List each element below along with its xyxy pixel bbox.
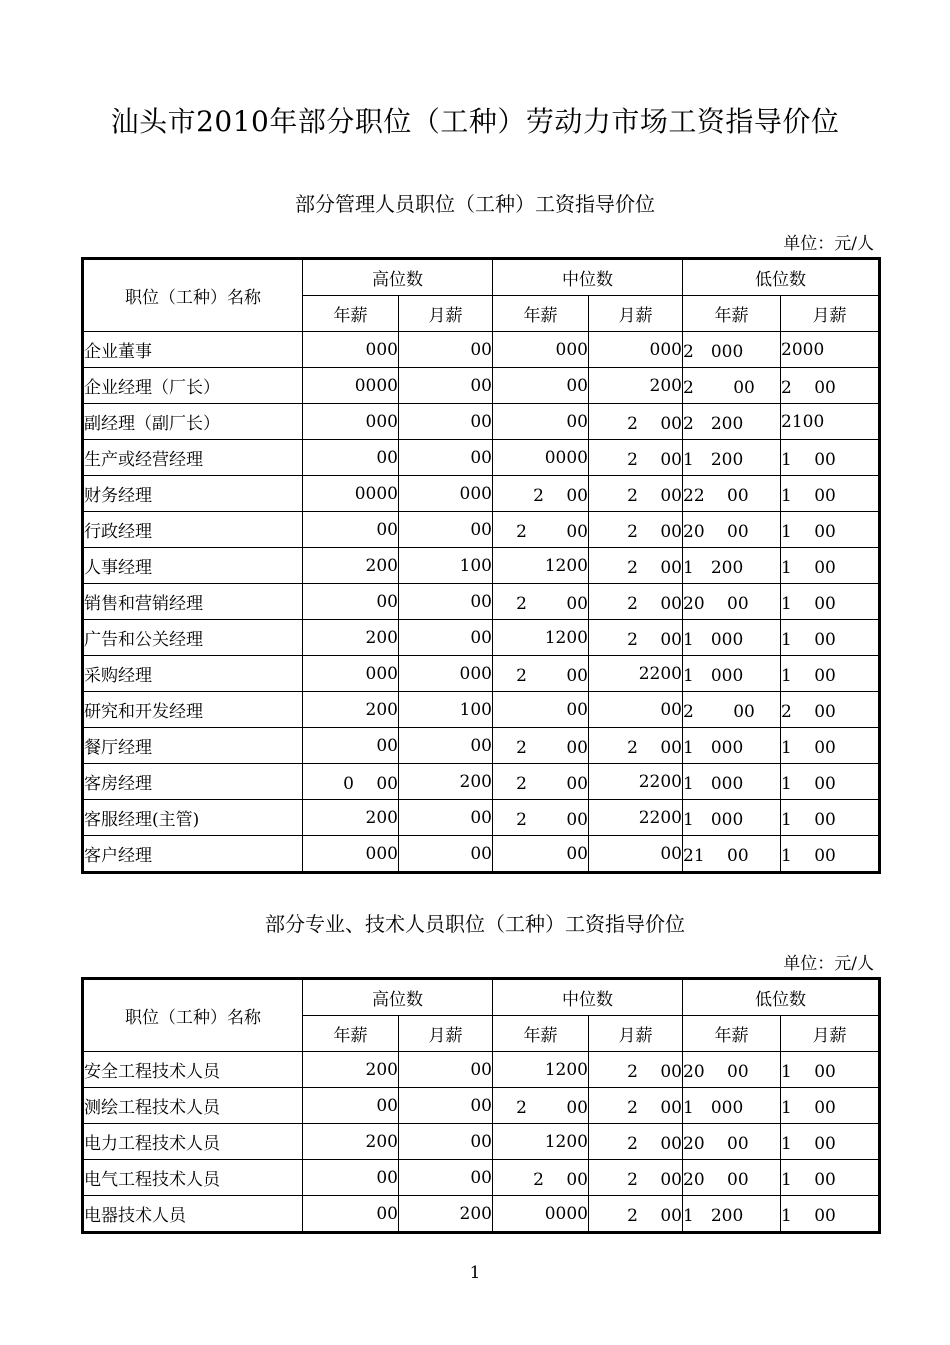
cell-name: 销售和营销经理 bbox=[83, 584, 303, 620]
unit-label-technical: 单位：元/人 bbox=[783, 954, 874, 974]
cell-high-monthly: 00 bbox=[399, 1160, 493, 1196]
table-row bbox=[83, 764, 880, 800]
cell-high-monthly: 200 bbox=[399, 1196, 493, 1233]
cell-name: 研究和开发经理 bbox=[83, 692, 303, 728]
cell-high-monthly: 00 bbox=[399, 584, 493, 620]
cell-high-monthly: 00 bbox=[399, 404, 493, 440]
header-high-annual: 年薪 bbox=[303, 296, 399, 332]
section-title-technical: 部分专业、技术人员职位（工种）工资指导价位 bbox=[265, 912, 685, 936]
header-high: 高位数 bbox=[303, 979, 493, 1016]
table-row bbox=[83, 1124, 880, 1160]
cell-high-monthly: 000 bbox=[399, 656, 493, 692]
cell-mid-monthly: 2 00 bbox=[589, 1196, 683, 1233]
cell-mid-monthly: 2 00 bbox=[589, 1088, 683, 1124]
header-mid-monthly: 月薪 bbox=[589, 1016, 683, 1052]
table-row bbox=[83, 656, 880, 692]
table-body bbox=[83, 332, 880, 873]
cell-mid-monthly: 2 00 bbox=[589, 548, 683, 584]
cell-mid-annual: 1200 bbox=[493, 1124, 589, 1160]
cell-name: 采购经理 bbox=[83, 656, 303, 692]
cell-name: 副经理（副厂长） bbox=[83, 404, 303, 440]
header-mid-monthly: 月薪 bbox=[589, 296, 683, 332]
cell-low-annual: 22 00 bbox=[683, 476, 781, 512]
table-row bbox=[83, 800, 880, 836]
cell-high-monthly: 00 bbox=[399, 728, 493, 764]
cell-mid-monthly: 2200 bbox=[589, 764, 683, 800]
cell-mid-monthly: 2 00 bbox=[589, 1052, 683, 1088]
technical-wage-table bbox=[81, 977, 881, 1234]
table-row bbox=[83, 512, 880, 548]
cell-mid-monthly: 2 00 bbox=[589, 476, 683, 512]
cell-low-annual: 1 000 bbox=[683, 1088, 781, 1124]
cell-low-monthly: 1 00 bbox=[781, 440, 880, 476]
cell-mid-annual: 1200 bbox=[493, 548, 589, 584]
cell-mid-annual: 2 00 bbox=[493, 656, 589, 692]
cell-mid-annual: 00 bbox=[493, 836, 589, 873]
cell-low-monthly: 1 00 bbox=[781, 476, 880, 512]
cell-high-annual: 00 bbox=[303, 1088, 399, 1124]
cell-high-annual: 000 bbox=[303, 656, 399, 692]
cell-name: 行政经理 bbox=[83, 512, 303, 548]
table-row bbox=[83, 548, 880, 584]
cell-low-monthly: 1 00 bbox=[781, 1052, 880, 1088]
cell-low-monthly: 1 00 bbox=[781, 656, 880, 692]
cell-low-annual: 2 200 bbox=[683, 404, 781, 440]
cell-low-annual: 1 000 bbox=[683, 656, 781, 692]
cell-high-monthly: 00 bbox=[399, 368, 493, 404]
cell-low-monthly: 1 00 bbox=[781, 1196, 880, 1233]
header-low: 低位数 bbox=[683, 979, 880, 1016]
cell-low-monthly: 1 00 bbox=[781, 1088, 880, 1124]
cell-mid-annual: 0000 bbox=[493, 440, 589, 476]
table-row bbox=[83, 404, 880, 440]
cell-low-monthly: 1 00 bbox=[781, 620, 880, 656]
section-title-management: 部分管理人员职位（工种）工资指导价位 bbox=[295, 192, 655, 216]
cell-high-annual: 00 bbox=[303, 440, 399, 476]
cell-low-monthly: 1 00 bbox=[781, 512, 880, 548]
cell-mid-monthly: 200 bbox=[589, 368, 683, 404]
cell-high-monthly: 100 bbox=[399, 692, 493, 728]
header-mid: 中位数 bbox=[493, 259, 683, 296]
cell-low-annual: 2 00 bbox=[683, 368, 781, 404]
cell-low-annual: 1 000 bbox=[683, 728, 781, 764]
header-high: 高位数 bbox=[303, 259, 493, 296]
cell-high-annual: 00 bbox=[303, 512, 399, 548]
cell-mid-annual: 1200 bbox=[493, 1052, 589, 1088]
cell-high-monthly: 00 bbox=[399, 440, 493, 476]
cell-low-annual: 20 00 bbox=[683, 584, 781, 620]
cell-low-monthly: 1 00 bbox=[781, 584, 880, 620]
table-row bbox=[83, 440, 880, 476]
cell-name: 企业董事 bbox=[83, 332, 303, 368]
cell-low-monthly: 2 00 bbox=[781, 368, 880, 404]
table-row bbox=[83, 692, 880, 728]
cell-name: 客服经理(主管) bbox=[83, 800, 303, 836]
cell-mid-annual: 00 bbox=[493, 368, 589, 404]
cell-name: 生产或经营经理 bbox=[83, 440, 303, 476]
cell-high-annual: 00 bbox=[303, 1196, 399, 1233]
cell-high-monthly: 00 bbox=[399, 512, 493, 548]
header-high-monthly: 月薪 bbox=[399, 1016, 493, 1052]
cell-high-annual: 00 bbox=[303, 584, 399, 620]
cell-low-monthly: 1 00 bbox=[781, 836, 880, 873]
cell-mid-monthly: 2 00 bbox=[589, 1160, 683, 1196]
cell-mid-annual: 2 00 bbox=[493, 1160, 589, 1196]
cell-mid-annual: 000 bbox=[493, 332, 589, 368]
cell-mid-monthly: 00 bbox=[589, 836, 683, 873]
cell-high-annual: 200 bbox=[303, 1124, 399, 1160]
cell-low-monthly: 1 00 bbox=[781, 764, 880, 800]
cell-high-annual: 000 bbox=[303, 836, 399, 873]
cell-low-monthly: 2000 bbox=[781, 332, 880, 368]
cell-name: 客户经理 bbox=[83, 836, 303, 873]
cell-name: 广告和公关经理 bbox=[83, 620, 303, 656]
header-mid: 中位数 bbox=[493, 979, 683, 1016]
cell-mid-annual: 1200 bbox=[493, 620, 589, 656]
cell-low-annual: 1 000 bbox=[683, 620, 781, 656]
cell-low-annual: 1 200 bbox=[683, 548, 781, 584]
cell-high-annual: 000 bbox=[303, 404, 399, 440]
table-row bbox=[83, 728, 880, 764]
cell-high-monthly: 00 bbox=[399, 836, 493, 873]
header-low-annual: 年薪 bbox=[683, 296, 781, 332]
cell-high-monthly: 00 bbox=[399, 1088, 493, 1124]
cell-high-monthly: 00 bbox=[399, 1124, 493, 1160]
cell-high-annual: 200 bbox=[303, 692, 399, 728]
header-low-monthly: 月薪 bbox=[781, 296, 880, 332]
cell-high-annual: 0 00 bbox=[303, 764, 399, 800]
cell-mid-monthly: 2 00 bbox=[589, 512, 683, 548]
cell-high-annual: 0000 bbox=[303, 368, 399, 404]
header-mid-annual: 年薪 bbox=[493, 296, 589, 332]
cell-mid-monthly: 2200 bbox=[589, 656, 683, 692]
cell-low-annual: 20 00 bbox=[683, 1052, 781, 1088]
cell-mid-monthly: 00 bbox=[589, 692, 683, 728]
table-row bbox=[83, 368, 880, 404]
table-body bbox=[83, 1052, 880, 1233]
cell-low-monthly: 1 00 bbox=[781, 800, 880, 836]
table-row bbox=[83, 584, 880, 620]
cell-low-annual: 20 00 bbox=[683, 1124, 781, 1160]
cell-low-annual: 1 000 bbox=[683, 764, 781, 800]
cell-high-annual: 000 bbox=[303, 332, 399, 368]
cell-low-monthly: 1 00 bbox=[781, 1160, 880, 1196]
cell-mid-annual: 2 00 bbox=[493, 584, 589, 620]
table-row bbox=[83, 1196, 880, 1233]
cell-low-monthly: 1 00 bbox=[781, 548, 880, 584]
cell-name: 测绘工程技术人员 bbox=[83, 1088, 303, 1124]
cell-mid-monthly: 2 00 bbox=[589, 1124, 683, 1160]
cell-mid-annual: 2 00 bbox=[493, 764, 589, 800]
header-low-monthly: 月薪 bbox=[781, 1016, 880, 1052]
cell-mid-annual: 00 bbox=[493, 692, 589, 728]
cell-mid-annual: 00 bbox=[493, 404, 589, 440]
cell-name: 电气工程技术人员 bbox=[83, 1160, 303, 1196]
cell-name: 餐厅经理 bbox=[83, 728, 303, 764]
cell-name: 电力工程技术人员 bbox=[83, 1124, 303, 1160]
table-row bbox=[83, 332, 880, 368]
cell-low-annual: 2 00 bbox=[683, 692, 781, 728]
cell-high-annual: 200 bbox=[303, 1052, 399, 1088]
table-row bbox=[83, 476, 880, 512]
cell-low-annual: 21 00 bbox=[683, 836, 781, 873]
cell-mid-annual: 0000 bbox=[493, 1196, 589, 1233]
header-low: 低位数 bbox=[683, 259, 880, 296]
header-mid-annual: 年薪 bbox=[493, 1016, 589, 1052]
cell-mid-monthly: 2 00 bbox=[589, 404, 683, 440]
cell-high-monthly: 00 bbox=[399, 800, 493, 836]
cell-mid-monthly: 2 00 bbox=[589, 584, 683, 620]
cell-high-annual: 200 bbox=[303, 800, 399, 836]
header-high-annual: 年薪 bbox=[303, 1016, 399, 1052]
cell-low-monthly: 2100 bbox=[781, 404, 880, 440]
cell-name: 安全工程技术人员 bbox=[83, 1052, 303, 1088]
cell-low-annual: 2 000 bbox=[683, 332, 781, 368]
cell-mid-monthly: 2 00 bbox=[589, 440, 683, 476]
table-row bbox=[83, 1088, 880, 1124]
unit-label-management: 单位：元/人 bbox=[783, 234, 874, 254]
management-wage-table bbox=[81, 257, 881, 874]
cell-mid-annual: 2 00 bbox=[493, 512, 589, 548]
cell-name: 电器技术人员 bbox=[83, 1196, 303, 1233]
cell-mid-annual: 2 00 bbox=[493, 800, 589, 836]
cell-low-annual: 1 200 bbox=[683, 1196, 781, 1233]
table-row bbox=[83, 620, 880, 656]
main-title: 汕头市2010年部分职位（工种）劳动力市场工资指导价位 bbox=[110, 105, 840, 138]
cell-mid-annual: 2 00 bbox=[493, 476, 589, 512]
cell-low-annual: 20 00 bbox=[683, 512, 781, 548]
header-name: 职位（工种）名称 bbox=[83, 979, 303, 1052]
cell-mid-annual: 2 00 bbox=[493, 1088, 589, 1124]
cell-high-annual: 200 bbox=[303, 620, 399, 656]
table-row bbox=[83, 836, 880, 873]
header-low-annual: 年薪 bbox=[683, 1016, 781, 1052]
cell-low-monthly: 2 00 bbox=[781, 692, 880, 728]
cell-high-monthly: 00 bbox=[399, 620, 493, 656]
cell-mid-monthly: 2 00 bbox=[589, 620, 683, 656]
cell-high-monthly: 100 bbox=[399, 548, 493, 584]
cell-high-annual: 00 bbox=[303, 728, 399, 764]
table-row bbox=[83, 1160, 880, 1196]
cell-name: 人事经理 bbox=[83, 548, 303, 584]
cell-low-annual: 1 000 bbox=[683, 800, 781, 836]
cell-high-annual: 00 bbox=[303, 1160, 399, 1196]
cell-mid-monthly: 2 00 bbox=[589, 728, 683, 764]
cell-high-monthly: 00 bbox=[399, 332, 493, 368]
cell-low-annual: 1 200 bbox=[683, 440, 781, 476]
cell-low-annual: 20 00 bbox=[683, 1160, 781, 1196]
cell-low-monthly: 1 00 bbox=[781, 728, 880, 764]
cell-high-monthly: 00 bbox=[399, 1052, 493, 1088]
cell-high-annual: 200 bbox=[303, 548, 399, 584]
cell-high-monthly: 000 bbox=[399, 476, 493, 512]
table-row bbox=[83, 1052, 880, 1088]
cell-high-annual: 0000 bbox=[303, 476, 399, 512]
cell-high-monthly: 200 bbox=[399, 764, 493, 800]
page-number: 1 bbox=[469, 1263, 481, 1283]
cell-low-monthly: 1 00 bbox=[781, 1124, 880, 1160]
cell-name: 客房经理 bbox=[83, 764, 303, 800]
cell-name: 企业经理（厂长） bbox=[83, 368, 303, 404]
cell-mid-monthly: 000 bbox=[589, 332, 683, 368]
header-name: 职位（工种）名称 bbox=[83, 259, 303, 332]
header-high-monthly: 月薪 bbox=[399, 296, 493, 332]
cell-mid-monthly: 2200 bbox=[589, 800, 683, 836]
cell-name: 财务经理 bbox=[83, 476, 303, 512]
cell-mid-annual: 2 00 bbox=[493, 728, 589, 764]
